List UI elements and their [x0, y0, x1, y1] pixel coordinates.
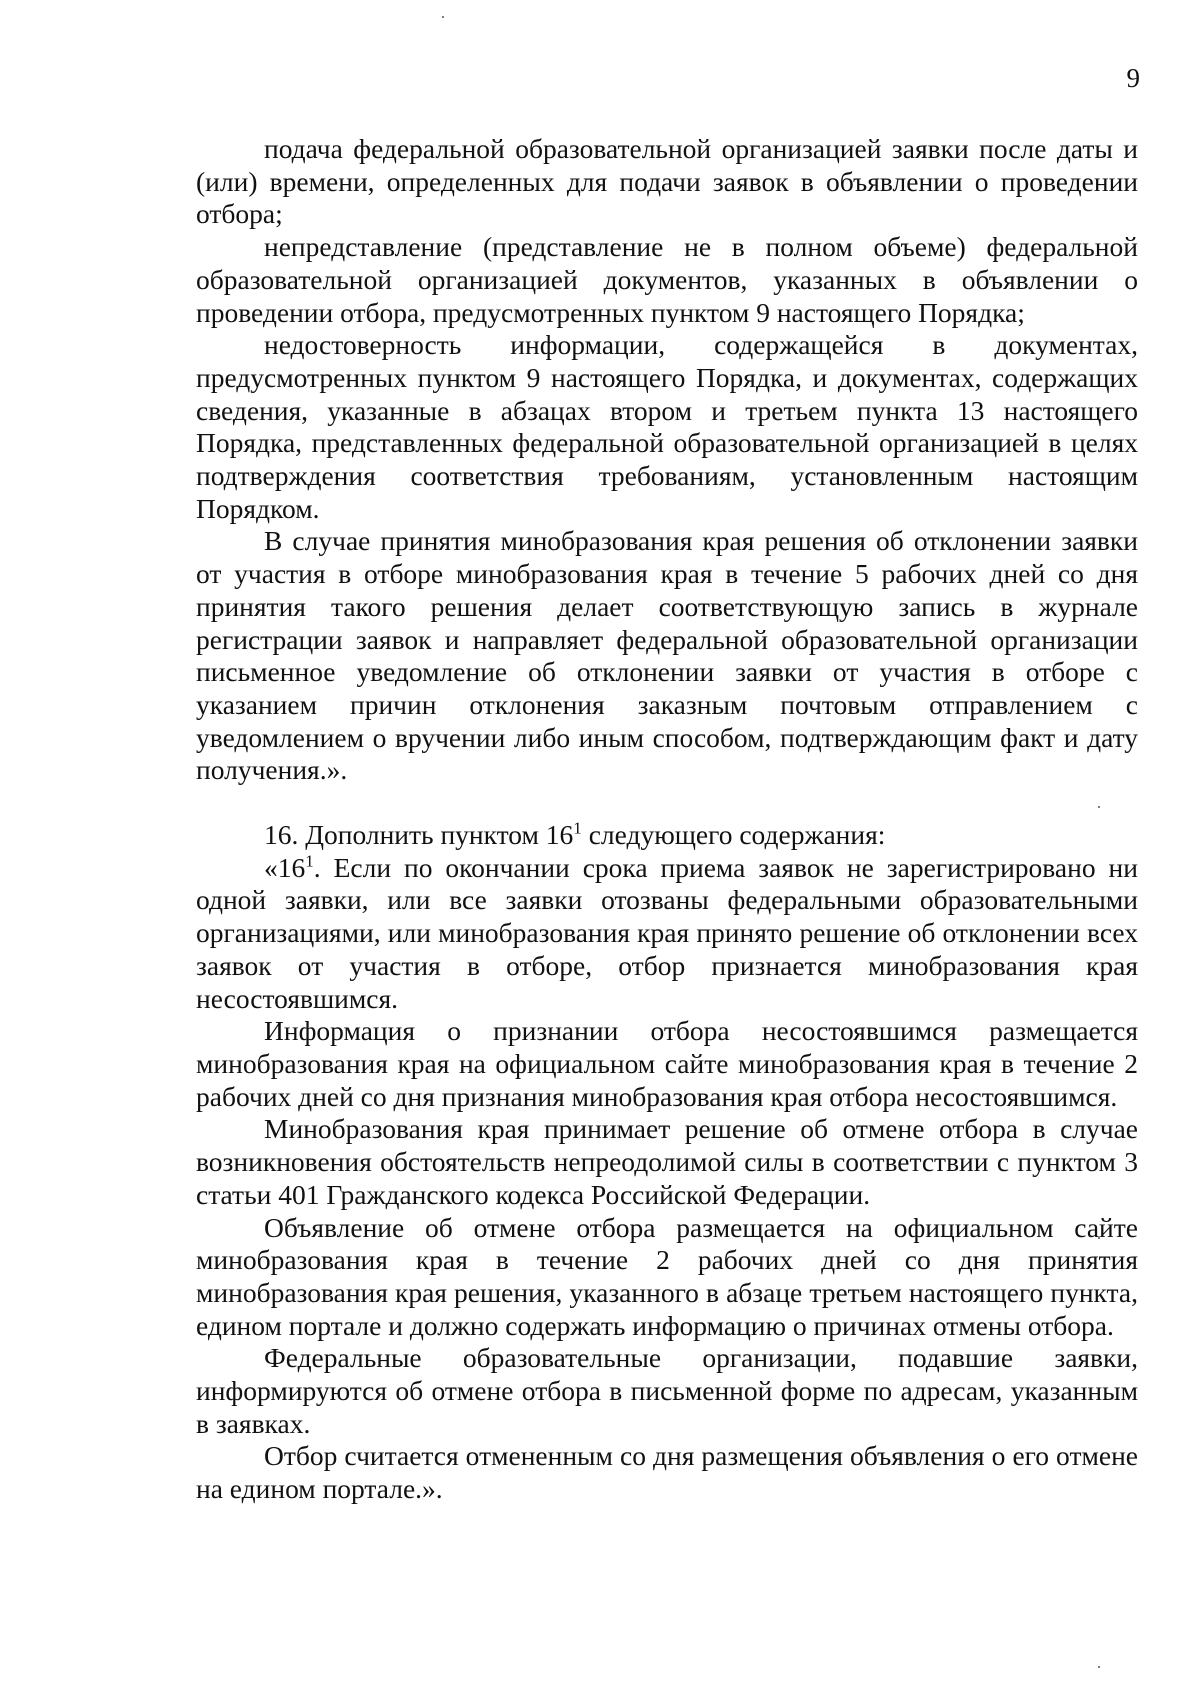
paragraph: Отбор считается отмененным со дня размещения объявления о его отмене на едином портале.».: [196, 1440, 1138, 1505]
paragraph-spacer: [196, 787, 1138, 819]
item-16-1-text: . Если по окончании срока приема заявок не зарегистрировано ни одной заявки, или все заявки отозваны федеральными образовательными организациями, или минобразования края принято решение об отклонении всех заявок от участия в отборе, отбор признается минобразования края несостоявшимся.: [196, 851, 1138, 1014]
paragraph: В случае принятия минобразования края решения об отклонении заявки от участия в отборе минобразования края в течение 5 рабочих дней со дня принятия такого решения делает соответствующую запись в журнале регистрации заявок и направляет федеральной образовательной организации письменное уведомление об отклонении заявки от участия в отборе с указанием причин отклонения заказным почтовым отправлением с уведомлением о вручении либо иным способом, подтверждающим факт и дату получения.».: [196, 525, 1138, 786]
item-16-1-number: «16: [264, 851, 306, 883]
scan-speck: [442, 16, 444, 18]
item-16-heading-text: 16. Дополнить пунктом 16: [264, 819, 574, 851]
paragraph: Минобразования края принимает решение об отмене отбора в случае возникновения обстоятельств непреодолимой силы в соответствии с пунктом 3 статьи 401 Гражданского кодекса Российской Федерации.: [196, 1113, 1138, 1210]
paragraph: недостоверность информации, содержащейся в документах, предусмотренных пунктом 9 настоящего Порядка, и документах, содержащих сведения, указанные в абзацах втором и третьем пункта 13 настоящего Порядка, представленных федеральной образовательной организацией в целях подтверждения соответствия требованиям, установленным настоящим Порядком.: [196, 329, 1138, 524]
paragraph: Информация о признании отбора несостоявшимся размещается минобразования края на официальном сайте минобразования края в течение 2 рабочих дней со дня признания минобразования края отбора несостоявшимся.: [196, 1015, 1138, 1112]
item-16-1-paragraph: [196, 852, 1138, 1016]
item-16-heading-tail: следующего содержания:: [581, 819, 886, 851]
document-body: [196, 133, 1138, 1506]
paragraph: Объявление об отмене отбора размещается на официальном сайте минобразования края в течение 2 рабочих дней со дня принятия минобразования края решения, указанного в абзаце третьем настоящего пункта, едином портале и должно содержать информацию о причинах отмены отбора.: [196, 1211, 1138, 1341]
scan-speck: [1098, 1666, 1100, 1668]
superscript: 1: [573, 818, 582, 838]
item-16-heading: [196, 819, 1138, 852]
paragraph: непредставление (представление не в полном объеме) федеральной образовательной организацией документов, указанных в объявлении о проведении отбора, предусмотренных пунктом 9 настоящего Порядка;: [196, 231, 1138, 328]
paragraph: Федеральные образовательные организации, подавшие заявки, информируются об отмене отбора в письменной форме по адресам, указанным в заявках.: [196, 1342, 1138, 1439]
page-number: 9: [1126, 63, 1140, 93]
superscript: 1: [305, 851, 314, 871]
paragraph: подача федеральной образовательной организацией заявки после даты и (или) времени, определенных для подачи заявок в объявлении о проведении отбора;: [196, 133, 1138, 230]
